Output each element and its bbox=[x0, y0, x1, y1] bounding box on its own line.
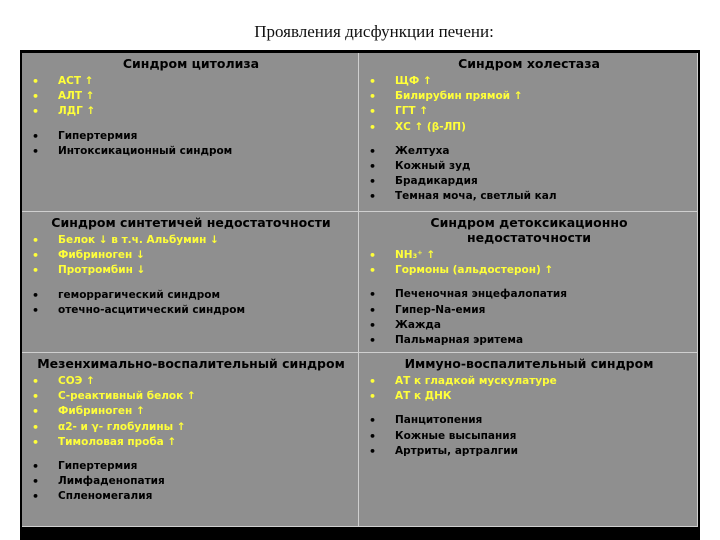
list-item: • Гипертермия bbox=[30, 129, 352, 144]
clinical-signs-list bbox=[367, 413, 691, 459]
list-item: • Желтуха bbox=[367, 144, 691, 159]
list-item: • Брадикардия bbox=[367, 174, 691, 189]
list-item: • Пальмарная эритема bbox=[367, 333, 691, 348]
cell-title: Синдром синтетичей недостаточности bbox=[51, 215, 331, 230]
list-item: • Артриты, артралгии bbox=[367, 444, 691, 459]
list-item: • ХС ↑ (β-ЛП) bbox=[367, 120, 691, 135]
list-item: • Кожный зуд bbox=[367, 159, 691, 174]
list-item: • Белок ↓ в т.ч. Альбумин ↓ bbox=[30, 233, 352, 248]
list-item: • АТ к ДНК bbox=[367, 389, 691, 404]
lab-markers-list bbox=[30, 233, 352, 279]
cell-immuno-inflammatory bbox=[359, 353, 698, 527]
list-item: • отечно-асцитический синдром bbox=[30, 303, 352, 318]
lab-markers-list bbox=[367, 248, 691, 278]
list-item: • Тимоловая проба ↑ bbox=[30, 435, 352, 450]
list-item: • ГГТ ↑ bbox=[367, 104, 691, 119]
list-item: • Гипертермия bbox=[30, 459, 352, 474]
list-item: • СОЭ ↑ bbox=[30, 374, 352, 389]
list-item: • Фибриноген ↑ bbox=[30, 404, 352, 419]
list-item: • Фибриноген ↓ bbox=[30, 248, 352, 263]
list-item: • Гипер-Na-емия bbox=[367, 303, 691, 318]
cell-title: Мезенхимально-воспалительный синдром bbox=[37, 356, 345, 371]
clinical-signs-list bbox=[30, 288, 352, 318]
list-item: • С-реактивный белок ↑ bbox=[30, 389, 352, 404]
list-item: • Лимфаденопатия bbox=[30, 474, 352, 489]
list-item: • Жажда bbox=[367, 318, 691, 333]
syndrome-table bbox=[22, 53, 698, 527]
page-title: Проявления дисфункции печени: bbox=[254, 22, 494, 41]
cell-title: Синдром детоксикационно недостаточности bbox=[430, 215, 628, 245]
list-item: • Протромбин ↓ bbox=[30, 263, 352, 278]
list-item: • АТ к гладкой мускулатуре bbox=[367, 374, 691, 389]
list-item: • Кожные высыпания bbox=[367, 429, 691, 444]
list-item: • Спленомегалия bbox=[30, 489, 352, 504]
cell-cytolysis bbox=[22, 53, 359, 212]
clinical-signs-list bbox=[30, 459, 352, 505]
lab-markers-list bbox=[367, 74, 691, 135]
list-item: • ЛДГ ↑ bbox=[30, 104, 352, 119]
list-item: • Билирубин прямой ↑ bbox=[367, 89, 691, 104]
list-item: • геморрагический синдром bbox=[30, 288, 352, 303]
list-item: • Печеночная энцефалопатия bbox=[367, 287, 691, 302]
clinical-signs-list bbox=[367, 287, 691, 348]
lab-markers-list bbox=[30, 74, 352, 120]
list-item: • NH₃⁺ ↑ bbox=[367, 248, 691, 263]
clinical-signs-list bbox=[30, 129, 352, 159]
cell-synthetic-insufficiency bbox=[22, 212, 359, 353]
cell-title: Синдром холестаза bbox=[458, 56, 600, 71]
list-item: • ЩФ ↑ bbox=[367, 74, 691, 89]
cell-title: Синдром цитолиза bbox=[122, 56, 260, 71]
list-item: • Панцитопения bbox=[367, 413, 691, 428]
list-item: • Темная моча, светлый кал bbox=[367, 189, 691, 204]
list-item: • α2- и γ- глобулины ↑ bbox=[30, 420, 352, 435]
clinical-signs-list bbox=[367, 144, 691, 205]
list-item: • Интоксикационный синдром bbox=[30, 144, 352, 159]
cell-mesenchymal-inflammatory bbox=[22, 353, 359, 527]
list-item: • АЛТ ↑ bbox=[30, 89, 352, 104]
list-item: • Гормоны (альдостерон) ↑ bbox=[367, 263, 691, 278]
lab-markers-list bbox=[30, 374, 352, 450]
list-item: • АСТ ↑ bbox=[30, 74, 352, 89]
lab-markers-list bbox=[367, 374, 691, 404]
cell-cholestasis bbox=[359, 53, 698, 212]
cell-title: Иммуно-воспалительный синдром bbox=[404, 356, 654, 371]
cell-detox-insufficiency bbox=[359, 212, 698, 353]
